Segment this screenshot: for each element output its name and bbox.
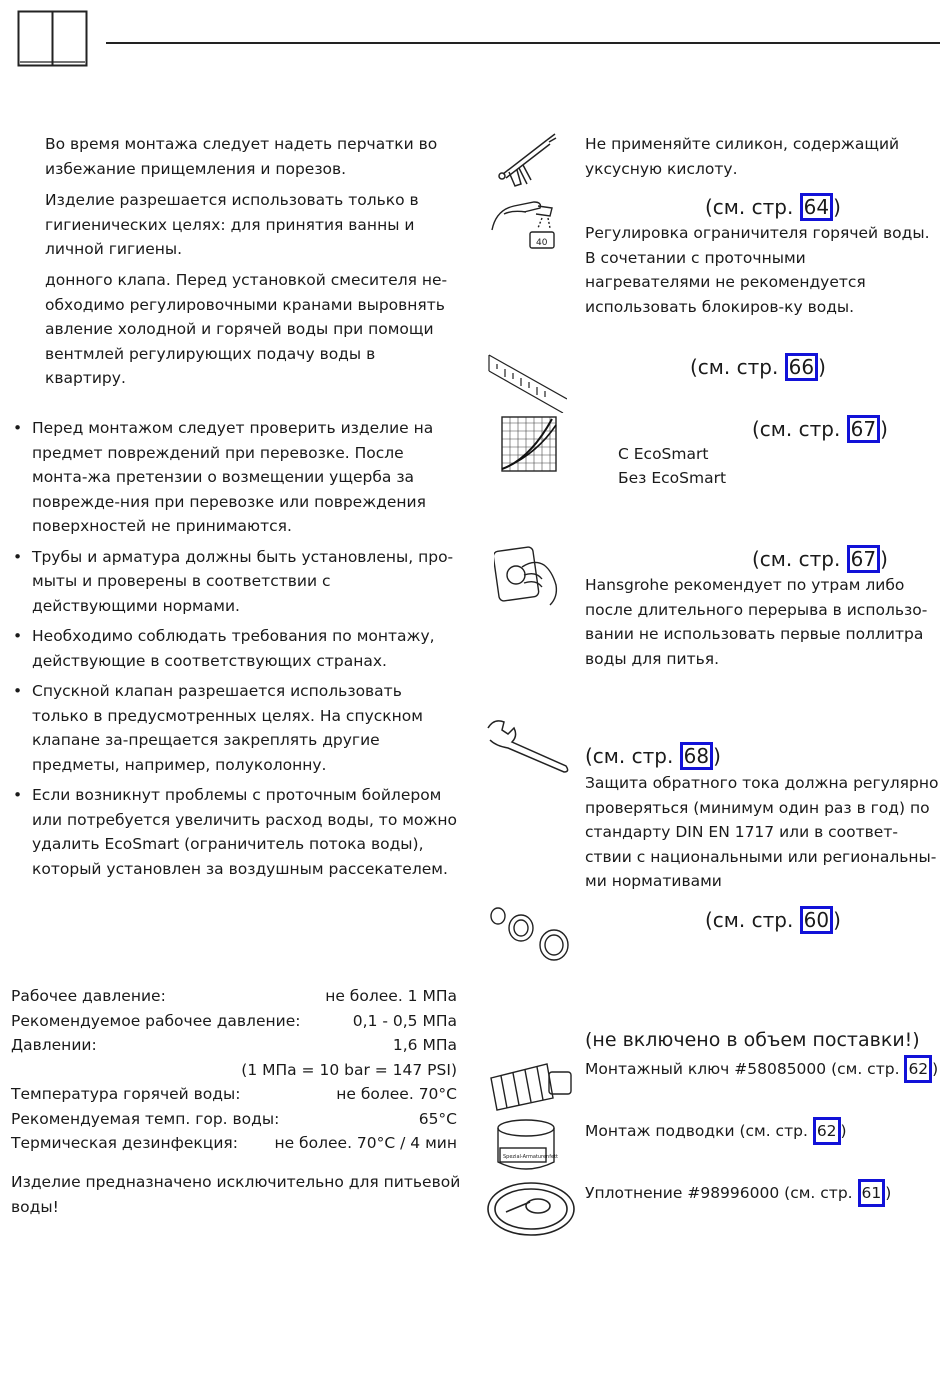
spec-row: [11, 1058, 457, 1083]
caulking-gun-icon: [497, 132, 559, 194]
ruler-icon: [487, 353, 567, 417]
mounting-key-icon: [487, 1058, 577, 1118]
spec-value: не более. 70°C / 4 мин: [274, 1134, 457, 1152]
page-ref-link[interactable]: 68: [680, 742, 713, 770]
spec-row: [11, 1033, 457, 1058]
spec-row: [11, 1131, 457, 1156]
page-ref-link[interactable]: 62: [904, 1055, 932, 1083]
not-included-heading: (не включено в объем поставки!): [585, 1029, 920, 1051]
spec-row: [11, 984, 457, 1009]
spec-label: Рекомендуемая темп. гор. воды:: [11, 1109, 280, 1128]
book-icon: [17, 10, 89, 72]
intro-pressure: донного клапа. Перед установкой смесителя не-обходимо регулировочными кранами выровнять авление холодной и горячей воды при помощи вентмлей регулирующих подачу воды в квартиру.: [45, 271, 448, 387]
wrench-icon: [486, 716, 572, 778]
page-ref-link[interactable]: 64: [800, 193, 833, 221]
spec-value: не более. 1 МПа: [325, 987, 457, 1005]
spec-value: 0,1 - 0,5 МПа: [352, 1011, 457, 1030]
list-item: • Спускной клапан разрешается использовать только в предусмотренных целях. На спускном клапане за-прещается закреплять другие предметы, например, полуколонну.: [11, 679, 461, 777]
temp-limiter-text: Регулировка ограничителя горячей воды. В сочетании с проточными нагревателями не рекомендуется использовать блокиров-ку воды.: [585, 224, 930, 316]
drinking-water-note: Изделие предназначено исключительно для питьевой воды!: [11, 1173, 461, 1216]
page-ref-link[interactable]: 62: [813, 1117, 841, 1145]
svg-text:40: 40: [536, 238, 548, 248]
page-ref-66: (см. стр. 66 ): [690, 355, 826, 379]
specs-table: [11, 984, 457, 1156]
spec-label: Температура горячей воды:: [11, 1085, 241, 1103]
grease-label: Spezial-Armaturenfett: [503, 1154, 558, 1160]
spec-label: Рабочее давление:: [11, 987, 166, 1005]
page-ref-64: (см. стр. 64 ): [705, 195, 841, 219]
spec-label: Давлении:: [11, 1036, 97, 1054]
mounting-key-line: Монтажный ключ #58085000 (см. стр. 62 ): [585, 1055, 938, 1083]
page-ref-link[interactable]: 61: [858, 1179, 886, 1207]
page-ref-68: (см. стр. 68 ): [585, 744, 721, 768]
safety-list: [11, 416, 461, 887]
intro-gloves: Во время монтажа следует надеть перчатки во избежание прищемления и порезов.: [45, 135, 438, 178]
mounting-line: Монтаж подводки (см. стр. 62 ): [585, 1117, 847, 1145]
page-ref-67a: (см. стр. 67 ): [752, 417, 888, 441]
hand-thermometer-icon: [490, 192, 560, 256]
page-ref-link[interactable]: 67: [847, 415, 880, 443]
page-ref-link[interactable]: 67: [847, 545, 880, 573]
header-rule: [106, 42, 940, 44]
intro-hygiene: Изделие разрешается использовать только в гигиенических целях: для принятия ванны и личной гигиены.: [45, 191, 419, 258]
spec-label: Рекомендуемое рабочее давление:: [11, 1011, 301, 1030]
eco-with-label: С EcoSmart: [618, 445, 709, 463]
list-item: • Перед монтажом следует проверить изделие на предмет повреждений при перевозке. После монта-жа претензии о возмещении ущерба за поврежде-ния при перевозке или повреждения поверхностей не принимаются.: [11, 416, 461, 539]
hand-valve-icon: [494, 545, 564, 611]
page-ref-67b: (см. стр. 67 ): [752, 547, 888, 571]
spec-value: (1 МПа = 10 bar = 147 PSI): [241, 1060, 457, 1079]
spec-value: 65°C: [418, 1109, 457, 1128]
spec-row: [11, 1009, 457, 1034]
hansgrohe-text: Hansgrohe рекомендует по утрам либо после длительного перерыва в использо-вании не использовать первые поллитра воды для питья.: [585, 576, 928, 668]
seal-ring-icon: [486, 1180, 576, 1242]
spec-label: Термическая дезинфекция:: [11, 1134, 238, 1152]
backflow-text: Защита обратного тока должна регулярно проверяться (минимум один раз в год) по стандарту DIN EN 1717 или в соответ-ствии с национальными или региональны-ми нормативами: [585, 774, 939, 890]
seal-line: Уплотнение #98996000 (см. стр. 61 ): [585, 1179, 891, 1207]
grease-tin-icon: [494, 1118, 558, 1180]
list-item: • Трубы и арматура должны быть установлены, про-мыты и проверены в соответствии с действующими нормами.: [11, 545, 461, 619]
list-item: • Если возникнут проблемы с проточным бойлером или потребуется увеличить расход воды, то можно удалить EcoSmart (ограничитель потока воды), который установлен за воздушным рассекателем.: [11, 783, 461, 881]
eco-without-label: Без EcoSmart: [618, 469, 727, 487]
spec-row: [11, 1082, 457, 1107]
spec-value: не более. 70°C: [336, 1085, 457, 1103]
flow-chart-icon: [500, 415, 558, 477]
spec-row: [11, 1107, 457, 1132]
page-ref-60: (см. стр. 60 ): [705, 908, 841, 932]
silicone-warning: Не применяйте силикон, содержащий уксусную кислоту.: [585, 135, 900, 178]
spec-value: 1,6 МПа: [392, 1036, 457, 1054]
list-item: • Необходимо соблюдать требования по монтажу, действующие в соответствующих странах.: [11, 624, 461, 673]
page-ref-link[interactable]: 60: [800, 906, 833, 934]
aerator-parts-icon: [488, 904, 574, 970]
page-ref-link[interactable]: 66: [785, 353, 818, 381]
